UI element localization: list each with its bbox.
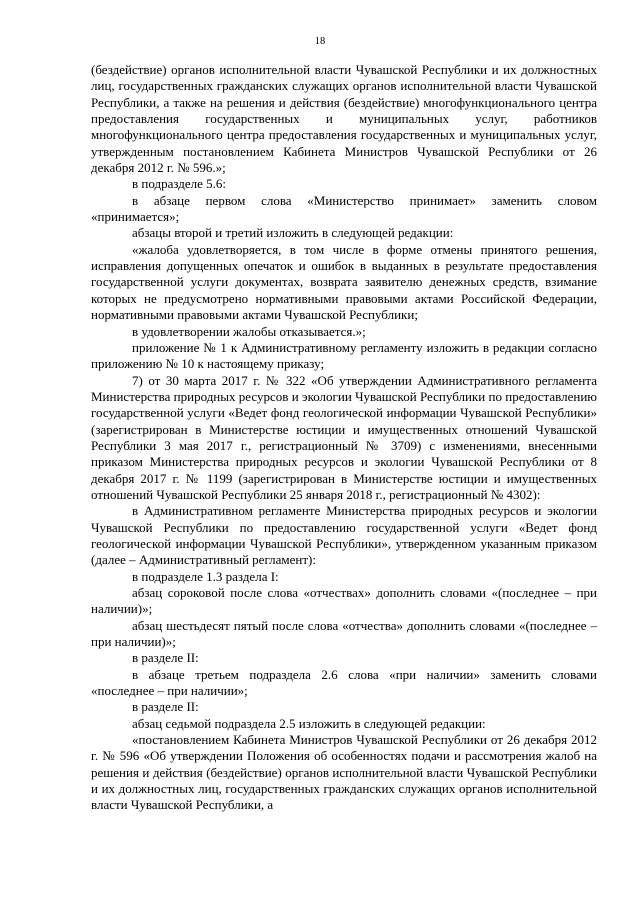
paragraph: в абзаце первом слова «Министерство принимает» заменить словом «принимается»; [91,192,597,225]
paragraph: в абзаце третьем подраздела 2.6 слова «при наличии» заменить словами «последнее – при наличии»; [91,666,597,699]
document-body [91,62,597,814]
paragraph: 7) от 30 марта 2017 г. № 322 «Об утверждении Административного регламента Министерства природных ресурсов и экологии Чувашской Республики по предоставлению государственной услуги «Ведет фонд геологической информации Чувашской Республики» (зарегистрирован в Министерстве юстиции и имущественных отношений Чувашской Республики 3 мая 2017 г., регистрационный № 3709) с изменениями, внесенными приказом Министерства природных ресурсов и экологии Чувашской Республики от 8 декабря 2017 г. № 1199 (зарегистрирован в Министерстве юстиции и имущественных отношений Чувашской Республики 25 января 2018 г., регистрационный № 4302): [91,372,597,502]
paragraph: абзац шестьдесят пятый после слова «отчества» дополнить словами «(последнее – при наличии)»; [91,617,597,650]
paragraph: в удовлетворении жалобы отказывается.»; [132,323,366,339]
paragraph: «постановлением Кабинета Министров Чувашской Республики от 26 декабря 2012 г. № 596 «Об утверждении Положения об особенностях подачи и рассмотрения жалоб на решения и действия (бездействие) органов исполнительной власти Чувашской Республики и их должностных лиц, государственных гражданских служащих органов исполнительной власти Чувашской Республики, а [91,732,597,813]
paragraph: в Административном регламенте Министерства природных ресурсов и экологии Чувашской Республики по предоставлению государственной услуги «Ведет фонд геологической информации Чувашской Республики», утвержденном указанным приказом (далее – Административный регламент): [91,503,597,568]
paragraph: в разделе II: [132,650,199,666]
paragraph: в разделе II: [132,699,199,715]
paragraph: «жалоба удовлетворяется, в том числе в форме отмены принятого решения, исправления допущенных опечаток и ошибок в выданных в результате предоставления государственной услуги документах, возврата заявителю денежных средств, взимание которых не предусмотрено нормативными правовыми актами Российской Федерации, нормативными правовыми актами Чувашской Республики; [91,241,597,323]
page-number: 18 [314,36,326,47]
paragraph: в подразделе 5.6: [132,176,227,192]
paragraph: абзац сороковой после слова «отчествах» дополнить словами «(последнее – при наличии)»; [91,585,597,617]
paragraph: (бездействие) органов исполнительной власти Чувашской Республики и их должностных лиц, государственных гражданских служащих органов исполнительной власти Чувашской Республики, а также на решения и действия (бездействие) многофункционального центра предоставления государственных и муниципальных услуг, работников многофункционального центра предоставления государственных и муниципальных услуг, утвержденным постановлением Кабинета Министров Чувашской Республики от 26 декабря 2012 г. № 596.»; [91,62,597,176]
paragraph: абзац седьмой подраздела 2.5 изложить в следующей редакции: [132,715,486,731]
paragraph: в подразделе 1.3 раздела I: [132,568,279,584]
paragraph: абзацы второй и третий изложить в следующей редакции: [132,225,454,241]
paragraph: приложение № 1 к Административному регламенту изложить в редакции согласно приложению № 10 к настоящему приказу; [91,339,597,372]
